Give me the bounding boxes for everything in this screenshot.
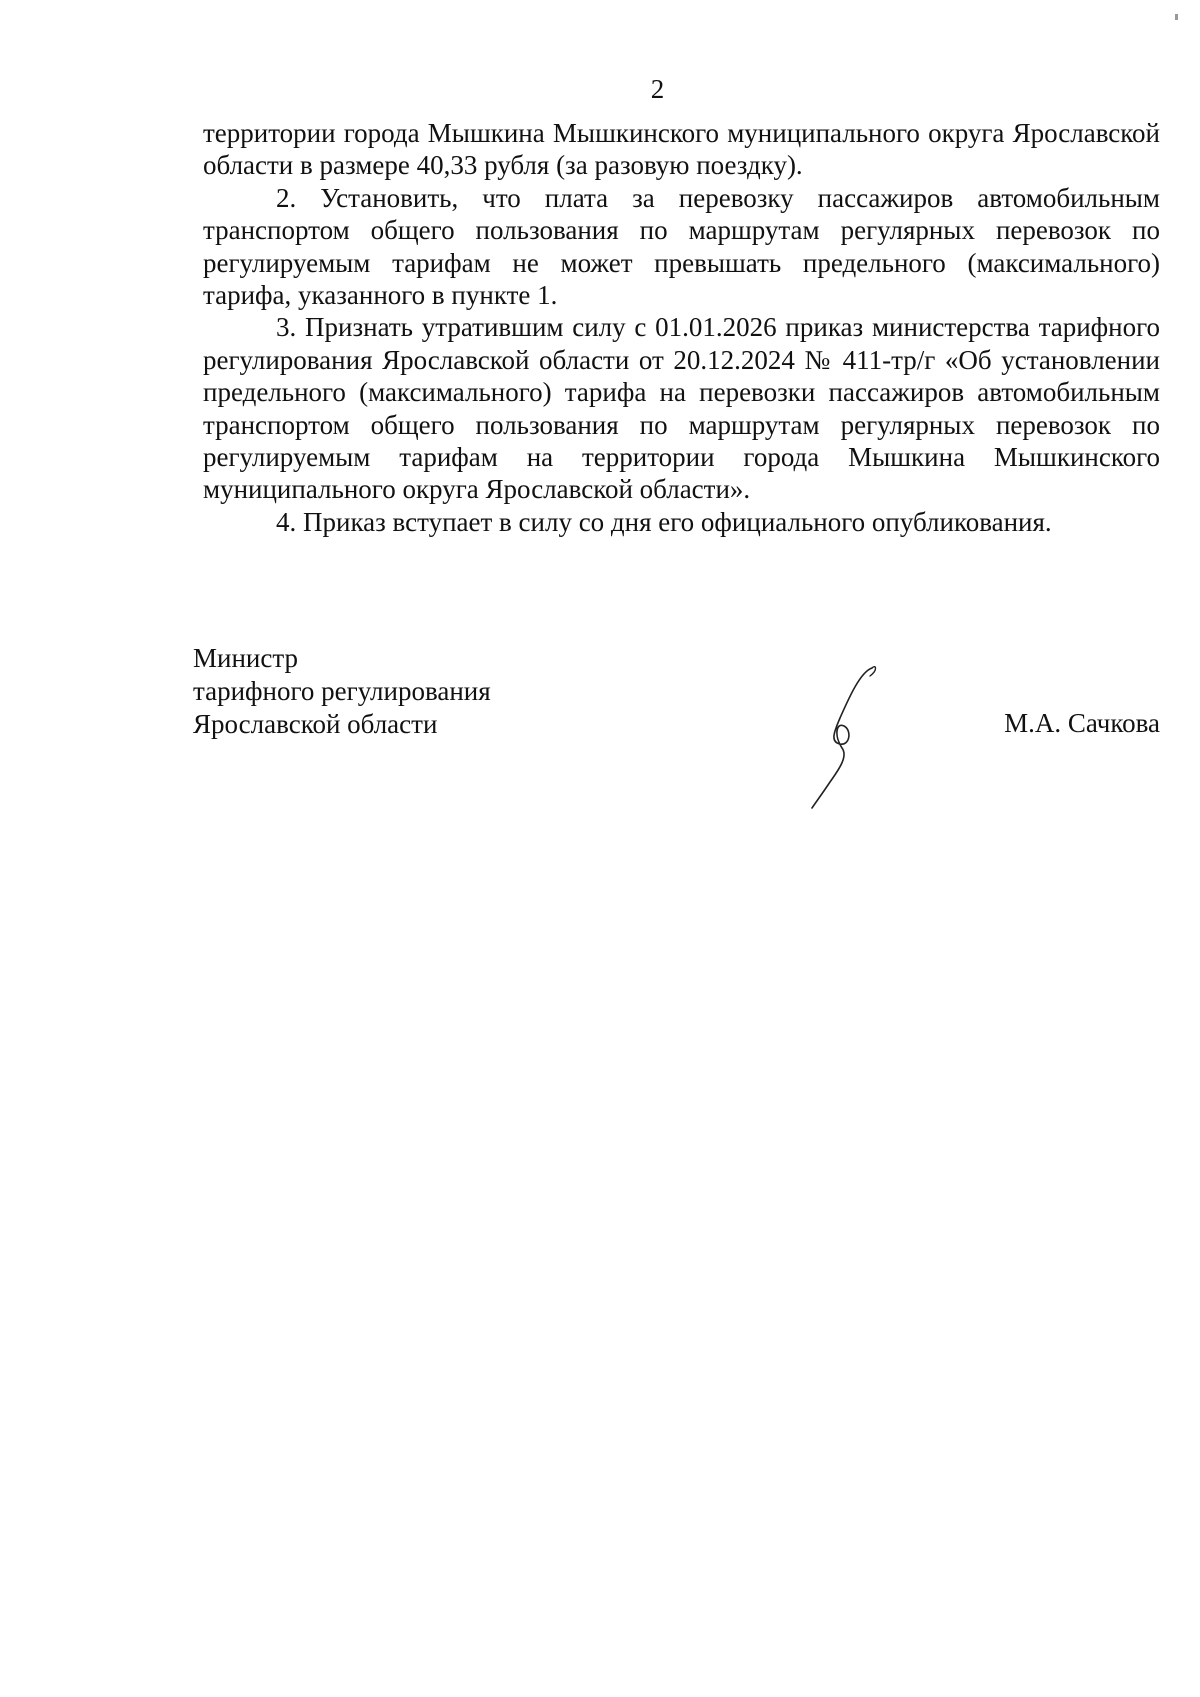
paragraph-4: 4. Приказ вступает в силу со дня его официального опубликования. [276,506,1052,537]
page-number: 2 [650,74,665,104]
scan-mark [1175,14,1178,20]
signer-title-line-2: тарифного регулирования [193,676,491,706]
paragraph-3: 3. Признать утратившим силу с 01.01.2026 приказ министерства тарифного регулирования Ярославской области от 20.12.2024 № 411-тр/г «Об установлении предельного (максимального) тарифа на перевозки пассажиров автомобильным транспортом общего пользования по маршрутам регулярных перевозок по регулируемым тарифам на территории города Мышкина Мышкинского муниципального округа Ярославской области». [203,312,1160,505]
document-body [203,117,1160,538]
signer-title [193,642,491,741]
handwritten-signature [800,660,890,810]
signer-name: М.А. Сачкова [1004,708,1160,738]
signer-title-line-3: Ярославской области [193,709,438,739]
signer-title-line-1: Министр [193,643,298,673]
paragraph-1-continuation: территории города Мышкина Мышкинского муниципального округа Ярославской области в размере 40,33 рубля (за разовую поездку). [203,118,1160,181]
paragraph-2: 2. Установить, что плата за перевозку пассажиров автомобильным транспортом общего пользования по маршрутам регулярных перевозок по регулируемым тарифам не может превышать предельного (максимального) тарифа, указанного в пункте 1. [203,182,1160,311]
